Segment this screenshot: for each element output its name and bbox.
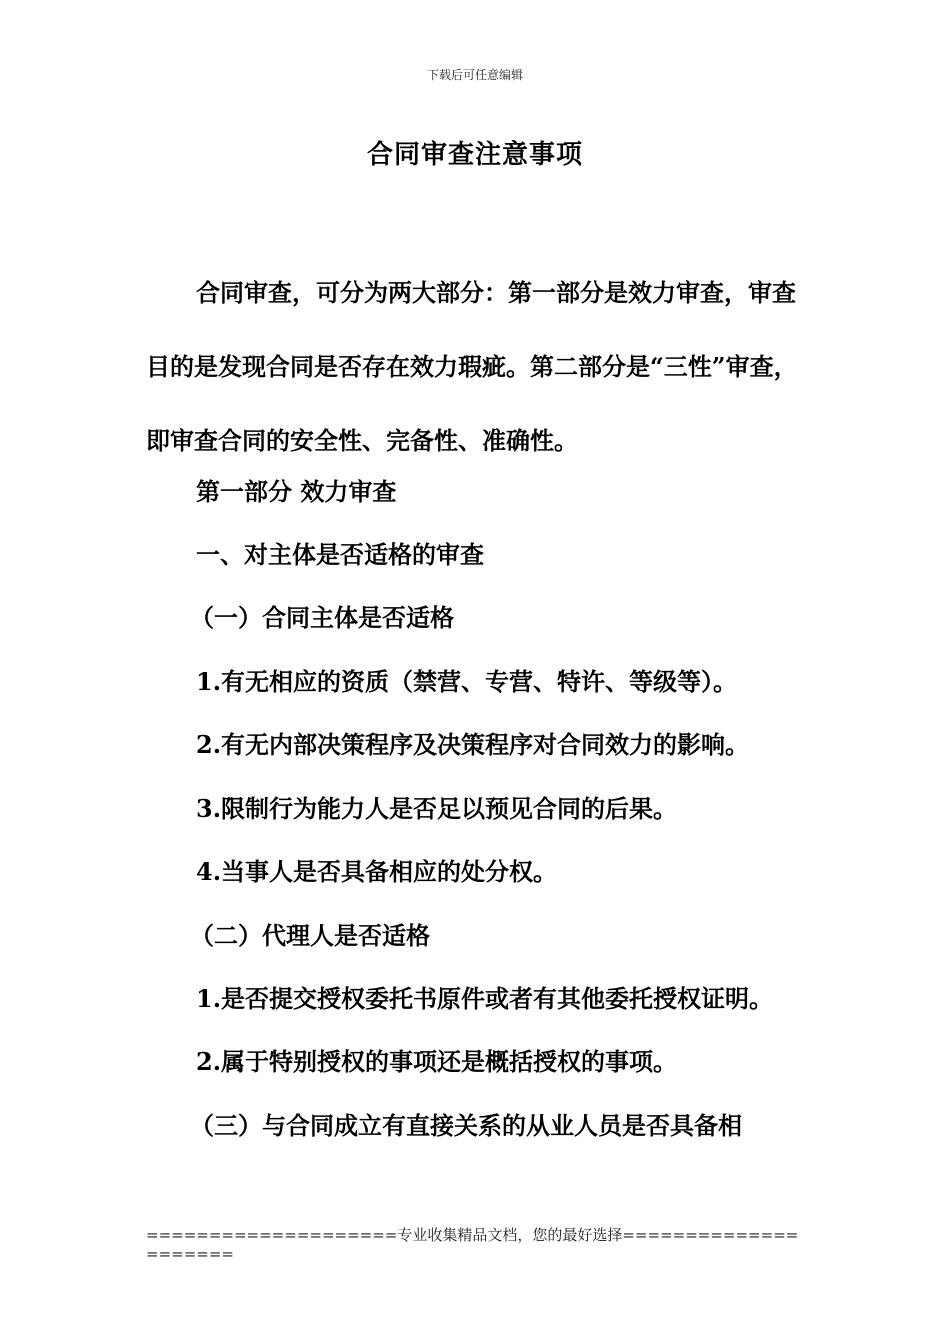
section-heading-subject: 一、对主体是否适格的审查 [196,540,484,569]
section-heading-part-one: 第一部分 效力审查 [196,477,397,506]
list-item: 2.有无内部决策程序及决策程序对合同效力的影响。 [196,730,750,759]
document-title: 合同审查注意事项 [366,140,583,170]
subsection-heading-contract-subject: （一）合同主体是否适格 [190,603,454,632]
footer-note: ====================专业收集精品文档，您的最好选择===================== [146,1226,799,1263]
subsection-heading-staff: （三）与合同成立有直接关系的从业人员是否具备相 [190,1111,742,1140]
list-item: 2.属于特别授权的事项还是概括授权的事项。 [196,1047,678,1076]
list-item: 4.当事人是否具备相应的处分权。 [196,857,558,886]
list-item: 1.有无相应的资质（禁营、专营、特许、等级等）。 [196,667,738,696]
list-item: 1.是否提交授权委托书原件或者有其他委托授权证明。 [196,984,774,1013]
list-item: 3.限制行为能力人是否足以预见合同的后果。 [196,794,678,823]
header-note: 下载后可任意编辑 [426,68,523,82]
subsection-heading-agent: （二）代理人是否适格 [190,921,430,950]
intro-paragraph: 合同审查，可分为两大部分：第一部分是效力审查，审查目的是发现合同是否存在效力瑕疵。第二部分是“三性”审查，即审查合同的安全性、完备性、准确性。 [146,278,798,455]
